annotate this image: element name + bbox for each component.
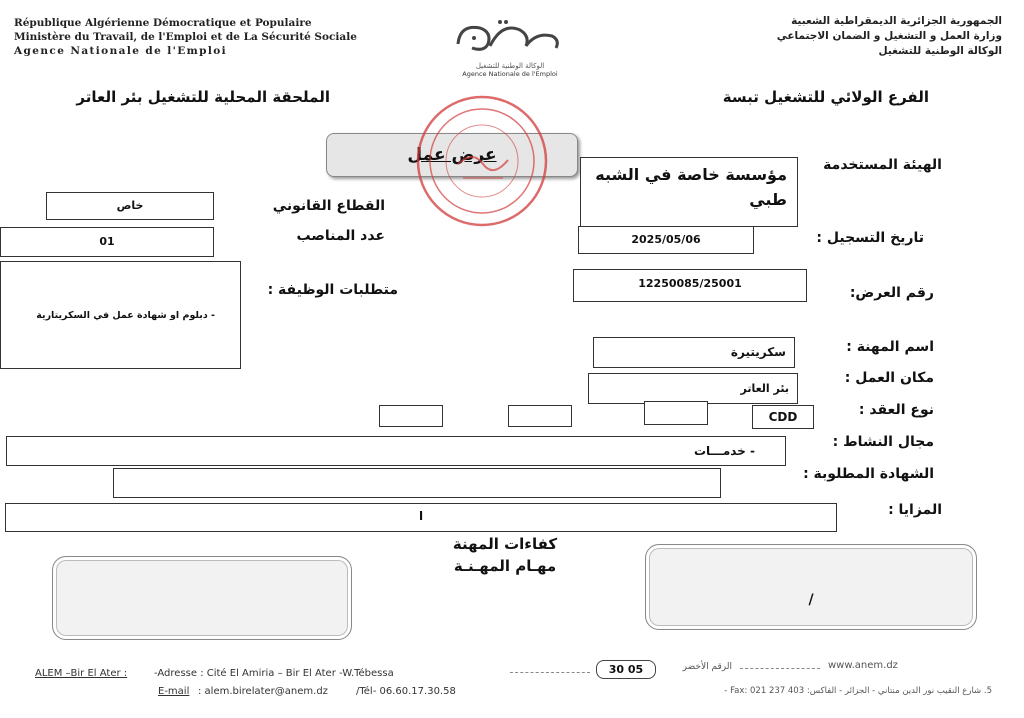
header-fr-line1: République Algérienne Démocratique et Populaire [14,17,312,29]
anem-logo-icon [440,14,580,58]
footer-email-label: E-mail [158,686,190,697]
green-number-label: الرقم الأخضر [682,662,732,672]
activity-label: مجال النشاط : [832,434,934,450]
requirements-field: - دبلوم او شهادة عمل في السكريتارية [0,261,241,369]
employer-field: مؤسسة خاصة في الشبه طبي [580,157,798,227]
offer-no-label: رقم العرض: [849,285,934,301]
footer-divider-left [510,672,590,673]
footer-agency: ALEM –Bir El Ater : [35,668,128,679]
skills-box-right: / [645,544,977,630]
contract-box-3 [644,401,708,425]
benefits-field: ا [5,503,837,532]
footer-hq-address: 5. شارع النقيب نور الدين منتاني - الجزائر - الفاكس: 403 237 021 :Fax - [724,686,992,696]
skills-label-2: مهـام المهـنـة [453,557,557,575]
offer-title: عرض عمل [407,145,497,165]
header-fr-line3: Agence Nationale de l'Emploi [14,45,228,57]
header-fr-line2: Ministère du Travail, de l'Emploi et de La Sécurité Sociale [14,31,357,43]
sector-label: القطاع القانوني [272,198,385,214]
certificate-label: الشهادة المطلوبة : [803,466,934,482]
header-ar-line2: وزارة العمل و التشغيل و الضمان الاجتماعي [776,30,1002,42]
contract-box-1 [379,405,443,427]
header-ar-line1: الجمهورية الجزائرية الديمقراطية الشعبية [791,15,1002,27]
anem-logo [440,14,580,78]
footer-email[interactable]: : alem.birelater@anem.dz [198,686,328,697]
reg-date-label: تاريخ التسجيل : [816,230,924,246]
green-number-badge: 30 05 [596,660,656,679]
footer-divider-right [740,668,820,669]
positions-label: عدد المناصب [296,228,385,244]
job-name-field: سكريتيرة [593,337,795,368]
branch-left: الملحقة المحلية للتشغيل بئر العاتر [76,88,330,106]
footer-tel: /Tél- 06.60.17.30.58 [356,686,456,697]
logo-caption-fr: Agence Nationale de l'Emploi [462,70,558,78]
contract-label: نوع العقد : [858,402,934,418]
skills-box-left [52,556,352,640]
certificate-field [113,468,721,498]
workplace-label: مكان العمل : [844,370,934,386]
logo-caption-ar: الوكالة الوطنية للتشغيل [475,62,545,70]
branch-right: الفرع الولائي للتشغيل تبسة [722,88,929,106]
contract-box-2 [508,405,572,427]
benefits-label: المزايا : [888,502,942,518]
offer-no-field: 12250085/25001 [573,269,807,302]
reg-date-field: 2025/05/06 [578,226,754,254]
footer-website[interactable]: www.anem.dz [828,660,898,671]
skills-label-1: كفاءات المهنة [452,535,558,553]
sector-field: خاص [46,192,214,220]
official-stamp [413,92,551,230]
footer-address: -Adresse : Cité El Amiria – Bir El Ater -W.Tébessa [154,668,394,679]
contract-field: CDD [752,405,814,429]
stamp-icon [413,92,551,230]
requirements-label: متطلبات الوظيفة : [267,282,398,298]
job-name-label: اسم المهنة : [846,339,934,355]
activity-field: - خدمـــات [6,436,786,466]
header-ar-line3: الوكالة الوطنية للتشغيل [878,45,1002,57]
workplace-field: بئر العاتر [588,373,798,404]
positions-field: 01 [0,227,214,257]
employer-label: الهيئة المستخدمة [823,157,942,173]
